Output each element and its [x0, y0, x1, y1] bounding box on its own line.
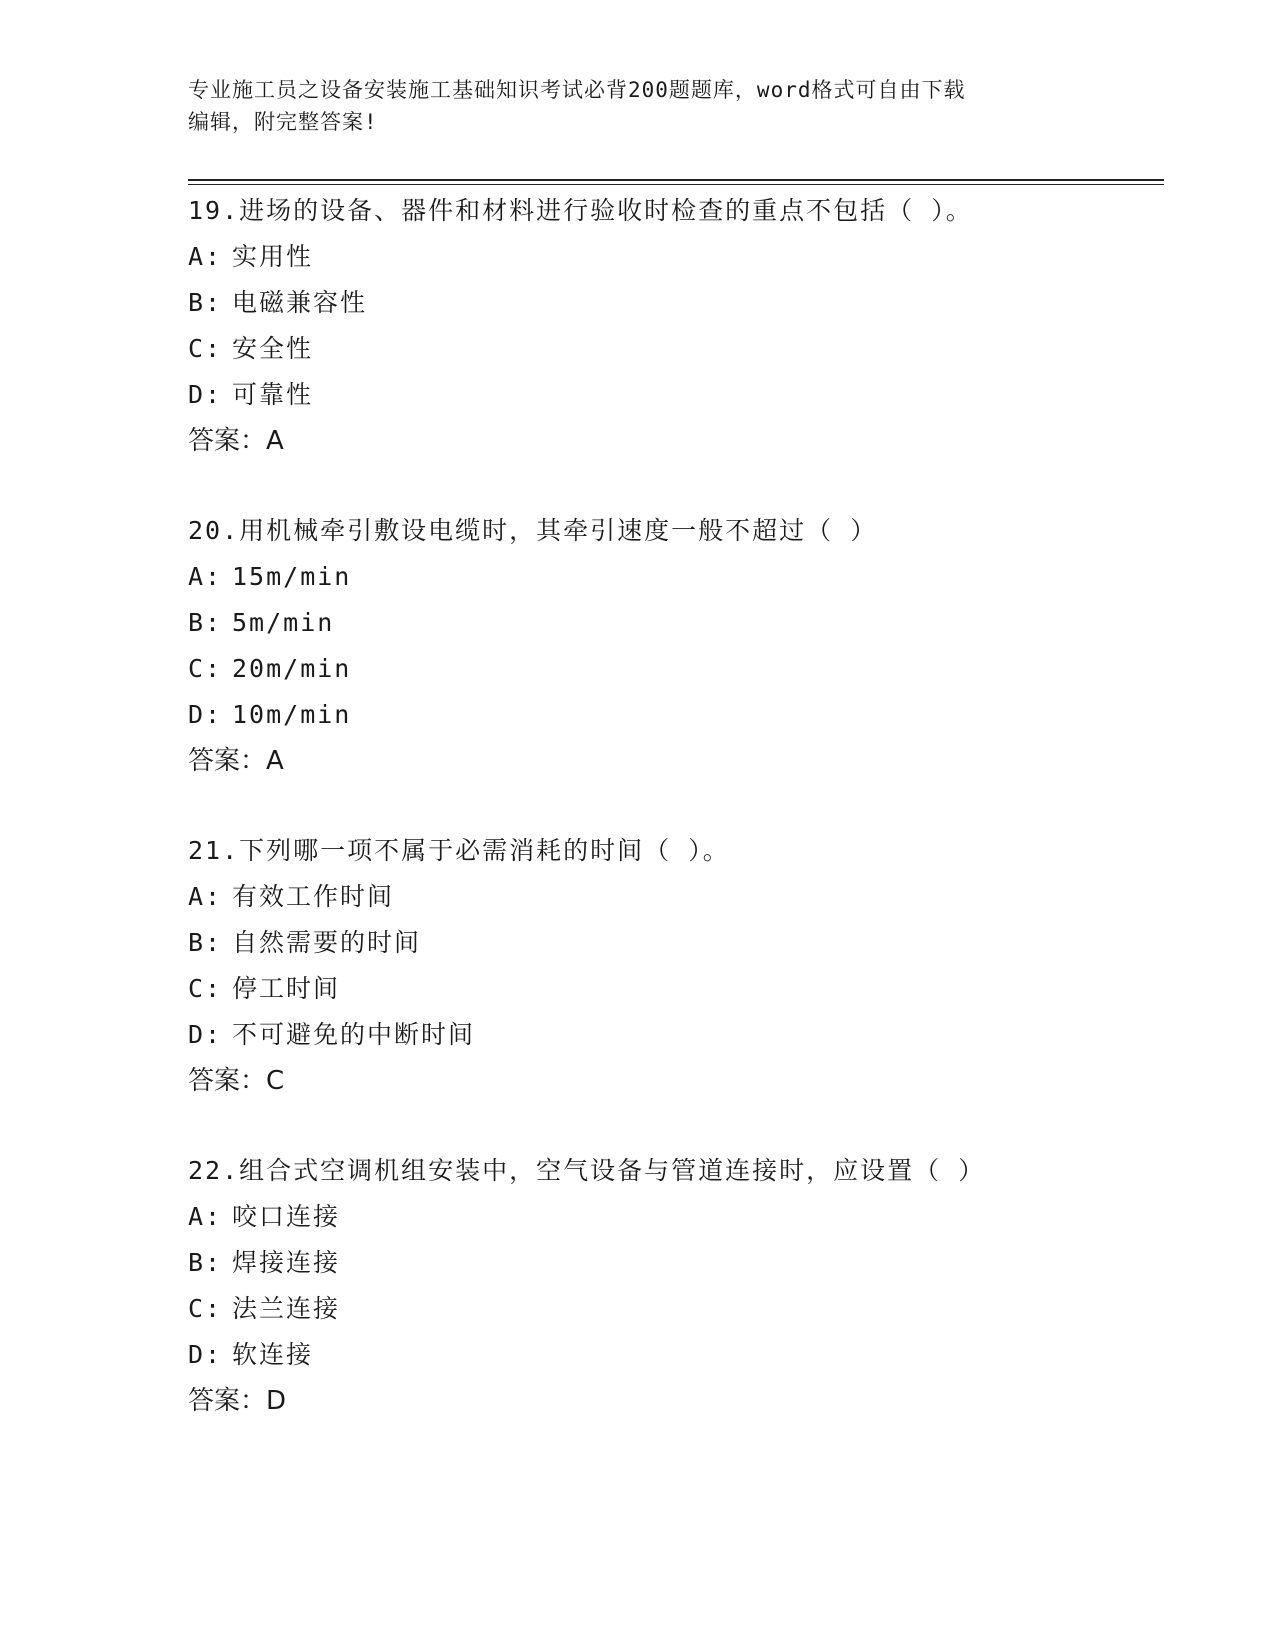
option-d	[188, 1012, 1188, 1058]
option-a	[188, 1194, 1188, 1240]
option-letter: B:	[188, 288, 223, 317]
option-letter: D:	[188, 1020, 223, 1049]
question-text: 20.用机械牵引敷设电缆时，其牵引速度一般不超过（ ）	[188, 516, 878, 545]
option-text: 20m/min	[232, 654, 352, 683]
question-text: 21.下列哪一项不属于必需消耗的时间（ ）。	[188, 836, 730, 865]
option-d	[188, 1332, 1188, 1378]
option-letter: C:	[188, 1294, 223, 1323]
option-letter: C:	[188, 974, 223, 1003]
answer-line: 答案：A	[188, 746, 284, 776]
option-a	[188, 234, 1188, 280]
option-text: 软连接	[232, 1340, 314, 1369]
option-letter: D:	[188, 380, 223, 409]
option-text: 15m/min	[232, 562, 352, 591]
question-block	[188, 508, 1188, 784]
option-c	[188, 326, 1188, 372]
option-letter: B:	[188, 928, 223, 957]
option-text: 有效工作时间	[232, 882, 395, 911]
option-text: 停工时间	[232, 974, 341, 1003]
header-divider-thick	[188, 179, 1164, 181]
option-letter: A:	[188, 882, 223, 911]
option-text: 自然需要的时间	[232, 928, 422, 957]
option-letter: D:	[188, 1340, 223, 1369]
option-text: 10m/min	[232, 700, 352, 729]
option-b	[188, 920, 1188, 966]
option-text: 电磁兼容性	[232, 288, 368, 317]
option-b	[188, 600, 1188, 646]
header-line-2: 编辑，附完整答案!	[188, 110, 378, 134]
option-d	[188, 372, 1188, 418]
option-letter: D:	[188, 700, 223, 729]
option-a	[188, 874, 1188, 920]
option-b	[188, 280, 1188, 326]
question-block	[188, 1148, 1188, 1424]
header-line-1: 专业施工员之设备安装施工基础知识考试必背200题题库，word格式可自由下载	[188, 78, 966, 102]
option-letter: A:	[188, 562, 223, 591]
option-text: 5m/min	[232, 608, 335, 637]
header-divider-thin	[188, 184, 1164, 185]
answer-line: 答案：C	[188, 1066, 285, 1096]
option-text: 安全性	[232, 334, 314, 363]
option-c	[188, 646, 1188, 692]
option-letter: B:	[188, 1248, 223, 1277]
option-letter: A:	[188, 242, 223, 271]
answer-line: 答案：D	[188, 1386, 287, 1416]
option-text: 咬口连接	[232, 1202, 341, 1231]
option-text: 焊接连接	[232, 1248, 341, 1277]
option-text: 实用性	[232, 242, 314, 271]
option-a	[188, 554, 1188, 600]
option-b	[188, 1240, 1188, 1286]
option-c	[188, 966, 1188, 1012]
question-block	[188, 828, 1188, 1104]
answer-line: 答案：A	[188, 426, 284, 456]
option-letter: B:	[188, 608, 223, 637]
option-letter: A:	[188, 1202, 223, 1231]
question-text: 19.进场的设备、器件和材料进行验收时检查的重点不包括（ ）。	[188, 196, 973, 225]
option-d	[188, 692, 1188, 738]
question-block	[188, 188, 1188, 464]
option-text: 法兰连接	[232, 1294, 341, 1323]
option-c	[188, 1286, 1188, 1332]
option-letter: C:	[188, 654, 223, 683]
question-text: 22.组合式空调机组安装中，空气设备与管道连接时，应设置（ ）	[188, 1156, 986, 1185]
option-text: 可靠性	[232, 380, 314, 409]
option-text: 不可避免的中断时间	[232, 1020, 476, 1049]
option-letter: C:	[188, 334, 223, 363]
document-header	[188, 74, 1088, 138]
